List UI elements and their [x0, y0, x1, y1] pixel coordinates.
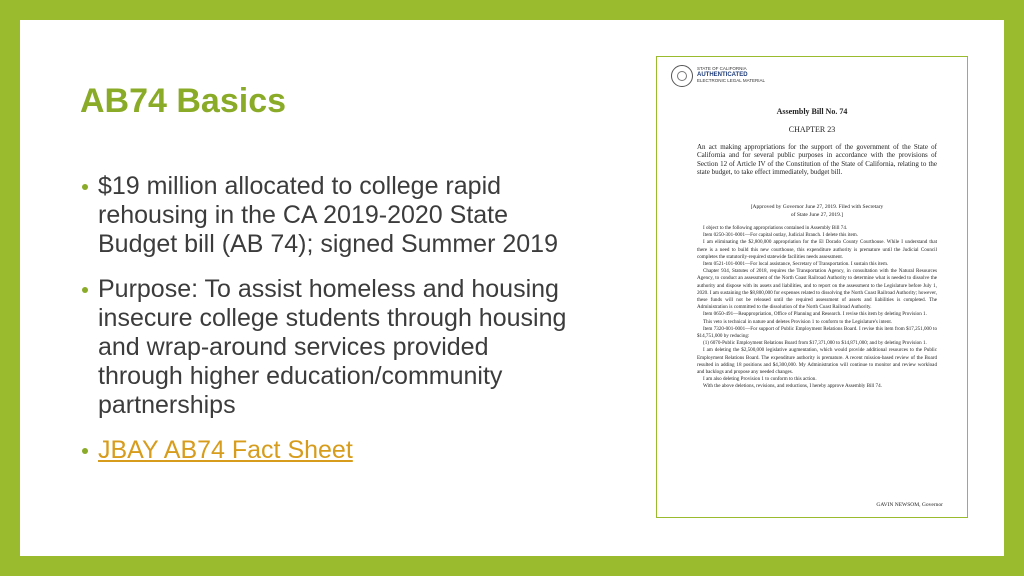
veto-paragraph: (1) 6070-Public Employment Relations Board from $17,371,000 to $14,871,000; and by deleting Provision 1.: [703, 340, 927, 347]
veto-paragraph: Item 0650-491—Reappropriation, Office of Planning and Research. I revise this item by deleting Provision 1.: [703, 311, 927, 318]
veto-paragraph: I am eliminating the $2,800,000 appropriation for the El Dorado County Courthouse. While I understand that there is a need to build this new courthouse, this expenditure authority is premature until the Judicial Council completes the statutorily-required statewide facilities needs assessment.: [697, 239, 937, 260]
auth-line-3: ELECTRONIC LEGAL MATERIAL: [697, 78, 766, 83]
bill-document-image: [656, 56, 968, 518]
veto-paragraph: I am deleting the $2,500,000 legislative augmentation, which would provide additional resources to the Public Employment Relations Board. The expenditure authority is premature. A recent mission-based review of the Board resulted in adding 18 positions and $4,300,000. My Administration will continue to monitor and review workload and backlogs and propose any needed changes.: [697, 347, 937, 376]
fact-sheet-link[interactable]: JBAY AB74 Fact Sheet: [98, 436, 353, 464]
veto-paragraph: Item 0250-301-0001—For capital outlay, Judicial Branch. I delete this item.: [703, 232, 858, 239]
veto-paragraph: With the above deletions, revisions, and reductions, I hereby approve Assembly Bill 74.: [703, 383, 882, 390]
auth-line-2: AUTHENTICATED: [697, 72, 748, 78]
veto-paragraph: This veto is technical in nature and deletes Provision 1 to conform to the Legislature's intent.: [703, 318, 893, 325]
bullet-dot-icon: [82, 448, 88, 454]
slide-title: AB74 Basics: [80, 82, 287, 120]
bullet-item: [82, 275, 572, 420]
state-seal-icon: [671, 65, 693, 87]
bullet-text: $19 million allocated to college rapid rehousing in the CA 2019-2020 State Budget bill (AB 74); signed Summer 2019: [98, 172, 558, 258]
approval-note: [687, 203, 947, 219]
veto-paragraph: I object to the following appropriations contained in Assembly Bill 74.: [703, 225, 848, 231]
veto-message: [697, 225, 937, 391]
slide: [20, 20, 1004, 556]
bill-title: Assembly Bill No. 74: [776, 107, 848, 116]
veto-paragraph: Item 7320-001-0001—For support of Public Employment Relations Board. I revise this item from $17,251,000 to $14,751,000 by reducing:: [697, 325, 937, 340]
bullet-item: [82, 172, 572, 259]
veto-paragraph: I am also deleting Provision 1 to conform to this action.: [703, 376, 817, 383]
act-description: An act making appropriations for the support of the government of the State of California and for several public purposes in accordance with the provisions of Section 12 of Article IV of the Constitution of the State of California, relating to the state budget, to take effect immediately, budget bill.: [697, 143, 937, 176]
governor-signature: GAVIN NEWSOM, Governor: [876, 502, 943, 508]
approval-line-1: [Approved by Governor June 27, 2019. Filed with Secretary: [750, 204, 884, 210]
veto-paragraph: Item 0521-101-0001—For local assistance, Secretary of Transportation. I sustain this item.: [703, 261, 889, 268]
authentication-stamp: [697, 66, 765, 84]
bullet-dot-icon: [82, 287, 88, 293]
bullet-list: [82, 172, 572, 481]
bullet-text: Purpose: To assist homeless and housing insecure college students through housing and wrap-around services provided through higher education/community partnerships: [98, 275, 567, 419]
bullet-item: [82, 436, 572, 465]
veto-paragraph: Chapter 934, Statutes of 2018, requires the Transportation Agency, in consultation with the Natural Resources Agency, to conduct an assessment of the North Coast Railroad Authority to determine what is needed to dissolve the authority and dispose with its assets and liabilities, and to report on the assessment to the Legislature before July 1, 2020. I am sustaining the $8,800,000 for expenses related to dissolving the North Coast Railroad Authority; however, these funds will not be released until the required assessment of assets and liabilities is completed. The Administration is committed to the dissolution of the North Coast Railroad Authority.: [697, 268, 937, 311]
bill-chapter: CHAPTER 23: [788, 125, 836, 134]
bullet-dot-icon: [82, 184, 88, 190]
auth-line-1: STATE OF CALIFORNIA: [697, 66, 747, 71]
approval-line-2: of State June 27, 2019.]: [790, 212, 844, 218]
